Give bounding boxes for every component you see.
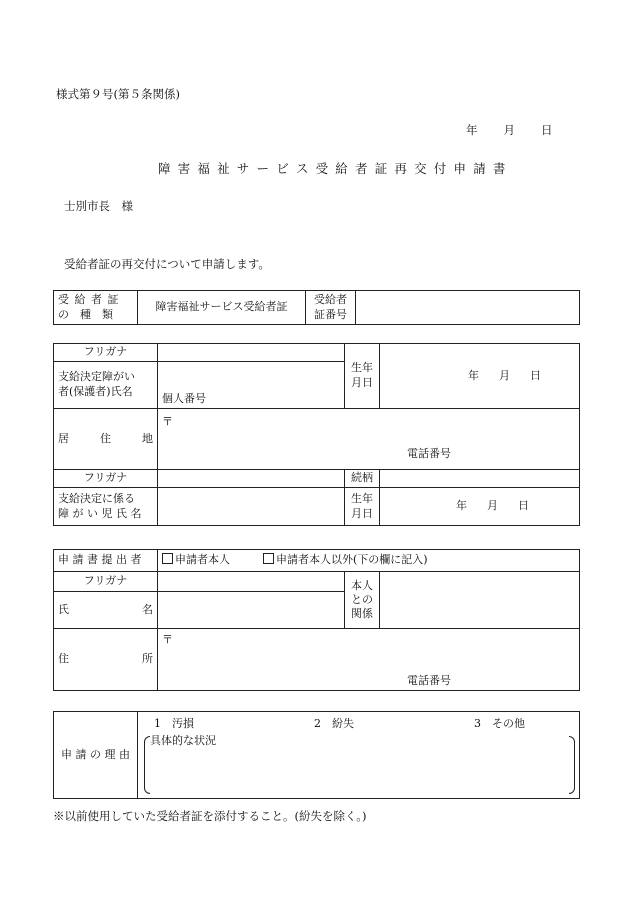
phone-label: 電話番号 bbox=[407, 447, 451, 460]
option-self-label: 申請者本人 bbox=[175, 553, 230, 567]
reason-options bbox=[144, 717, 575, 732]
child-dob-month: 月 bbox=[487, 499, 498, 513]
date-month: 月 bbox=[503, 123, 515, 137]
dob-label-line2: 月日 bbox=[351, 376, 373, 389]
dob-label-line1: 生年 bbox=[351, 361, 373, 375]
child-dob-year: 年 bbox=[456, 499, 467, 513]
submitter-relation-label-line1: 本人 bbox=[351, 578, 373, 592]
submitter-name-field[interactable] bbox=[158, 592, 345, 629]
address-label bbox=[54, 409, 158, 470]
dob-year: 年 bbox=[468, 368, 479, 382]
submitter-address-field[interactable] bbox=[158, 629, 580, 691]
address-label-text: 居 住 地 bbox=[58, 431, 153, 445]
child-name-field[interactable] bbox=[158, 488, 345, 526]
child-furigana-label: フリガナ bbox=[54, 470, 158, 488]
submitter-furigana-label: フリガナ bbox=[54, 572, 158, 592]
reason-detail-label: 具体的な状況 bbox=[150, 734, 216, 747]
cert-number-label-line1: 受給者 bbox=[314, 292, 347, 306]
cert-type-value: 障害福祉サービス受給者証 bbox=[138, 291, 306, 325]
child-furigana-field[interactable] bbox=[158, 470, 345, 488]
cert-type-label-line1: 受 給 者 証 bbox=[58, 292, 120, 306]
checkbox-self[interactable] bbox=[162, 553, 173, 564]
submitter-relation-label bbox=[345, 572, 380, 629]
relation-field[interactable] bbox=[380, 470, 580, 488]
date-year: 年 bbox=[466, 123, 478, 137]
submitter-phone-label: 電話番号 bbox=[407, 674, 451, 687]
option-other[interactable] bbox=[263, 553, 428, 566]
right-bracket bbox=[569, 736, 575, 794]
cert-type-label bbox=[54, 291, 138, 325]
intro-text: 受給者証の再交付について申請します。 bbox=[64, 257, 270, 271]
cert-number-label-line2: 証番号 bbox=[314, 307, 347, 321]
submitter-relation-label-line3: 関係 bbox=[351, 607, 373, 621]
beneficiary-name-label-line1: 支給決定障がい bbox=[58, 370, 135, 384]
child-dob-field[interactable] bbox=[380, 488, 580, 526]
postal-mark: 〒 bbox=[162, 415, 173, 428]
form-number: 様式第９号(第５条関係) bbox=[56, 87, 180, 101]
option-self[interactable] bbox=[162, 553, 230, 566]
reason-option-2[interactable]: 2 紛失 bbox=[314, 717, 354, 730]
addressee: 士別市長 様 bbox=[64, 199, 133, 213]
furigana-label: フリガナ bbox=[54, 344, 158, 362]
reason-option-3[interactable]: 3 その他 bbox=[474, 717, 525, 730]
furigana-field[interactable] bbox=[158, 344, 345, 362]
certificate-table bbox=[53, 290, 580, 325]
checkbox-other[interactable] bbox=[263, 553, 274, 564]
beneficiary-name-field[interactable] bbox=[158, 362, 345, 409]
dob-month: 月 bbox=[499, 368, 510, 382]
child-name-label bbox=[54, 488, 158, 526]
child-dob-label bbox=[345, 488, 380, 526]
submitter-relation-label-line2: との bbox=[351, 592, 373, 606]
relation-label: 続柄 bbox=[345, 470, 380, 488]
cert-type-label-line2: の 種 類 bbox=[58, 307, 113, 321]
child-name-label-line2: 障 が い 児 氏 名 bbox=[58, 506, 142, 520]
footnote: ※以前使用していた受給者証を添付すること。(紛失を除く。) bbox=[53, 809, 367, 823]
submitter-relation-field[interactable] bbox=[380, 572, 580, 629]
reason-option-1[interactable]: 1 汚損 bbox=[154, 717, 194, 730]
reason-field bbox=[138, 712, 580, 799]
submitter-postal-mark: 〒 bbox=[162, 633, 173, 646]
personal-number-label: 個人番号 bbox=[162, 392, 206, 406]
submitter-label: 申 請 書 提 出 者 bbox=[54, 550, 158, 572]
dob-field[interactable] bbox=[380, 344, 580, 409]
option-other-label: 申請者本人以外(下の欄に記入) bbox=[276, 553, 428, 567]
child-dob-label-line1: 生年 bbox=[351, 491, 373, 505]
reason-table bbox=[53, 711, 580, 799]
submitter-address-label-text: 住 所 bbox=[58, 652, 153, 666]
submitter-furigana-field[interactable] bbox=[158, 572, 345, 592]
date-day: 日 bbox=[541, 123, 553, 137]
beneficiary-name-label bbox=[54, 362, 158, 409]
submitter-table bbox=[53, 549, 580, 691]
beneficiary-table bbox=[53, 343, 580, 526]
cert-number-label bbox=[306, 291, 356, 325]
dob-label bbox=[345, 344, 380, 409]
address-field[interactable] bbox=[158, 409, 580, 470]
submitter-name-label bbox=[54, 592, 158, 629]
reason-label: 申 請 の 理 由 bbox=[54, 712, 138, 799]
dob-day: 日 bbox=[530, 368, 541, 382]
child-dob-label-line2: 月日 bbox=[351, 506, 373, 520]
child-name-label-line1: 支給決定に係る bbox=[58, 491, 135, 505]
beneficiary-name-label-line2: 者(保護者)氏名 bbox=[58, 385, 133, 398]
cert-number-field[interactable] bbox=[356, 291, 580, 325]
reason-detail-box[interactable] bbox=[144, 734, 575, 794]
page-title: 障害福祉サービス受給者証再交付申請書 bbox=[158, 161, 513, 176]
child-dob-day: 日 bbox=[518, 499, 529, 513]
submitter-address-label bbox=[54, 629, 158, 691]
submitter-options bbox=[158, 550, 580, 572]
date-line bbox=[466, 122, 553, 138]
submitter-name-label-text: 氏 名 bbox=[58, 602, 153, 616]
